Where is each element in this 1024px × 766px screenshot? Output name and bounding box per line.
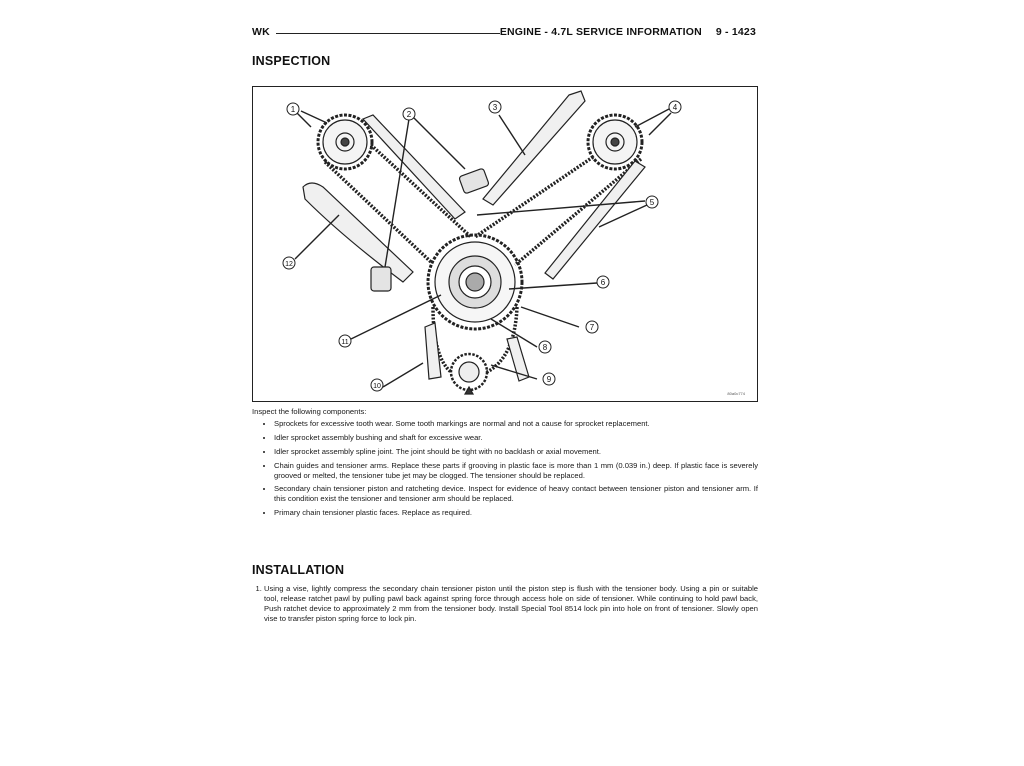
callout-8: 8 [542, 343, 548, 352]
callout-12: 12 [285, 261, 293, 268]
left-chain-guide [363, 115, 465, 219]
upper-secondary-tensioner [459, 168, 490, 194]
manual-page [252, 22, 758, 623]
figure-id: 80a0c774 [727, 391, 745, 396]
timing-chain-diagram [252, 86, 758, 402]
callout-9: 9 [546, 375, 552, 384]
inspection-item: • Sprockets for excessive tooth wear. Some tooth markings are normal and not a cause for sprocket replacement. [274, 419, 758, 429]
callout-6: 6 [600, 278, 606, 287]
inspection-text [252, 407, 758, 522]
inspection-intro: Inspect the following components: [252, 407, 367, 416]
header-right [486, 26, 756, 38]
callout-11: 11 [341, 339, 349, 346]
callout-5: 5 [649, 198, 655, 207]
installation-step: 1. Using a vise, lightly compress the secondary chain tensioner piston until the piston step is flush with the tensioner body. Using a pin or suitable tool, release ratchet pawl by pulling pawl back against spring force through access hole on side of tensioner. While continuing to hold pawl back, Push ratchet device to approximately 2 mm from the tensioner body. Install Special Tool 8514 lock pin into hole on front of tensioner. Slowly open vise to transfer piston spring force to lock pin. [264, 584, 758, 624]
header-rule [276, 33, 500, 34]
callout-10: 10 [373, 383, 381, 390]
installation-text [252, 584, 758, 624]
primary-tensioner-arm [507, 337, 529, 381]
callout-3: 3 [492, 103, 498, 112]
right-cam-chain [475, 157, 641, 265]
inspection-heading: INSPECTION [252, 54, 331, 68]
inspection-item: • Primary chain tensioner plastic faces. Replace as required. [274, 508, 758, 518]
right-cam-sprocket [588, 115, 642, 169]
timing-chain-illustration [253, 87, 757, 401]
header-section-title: ENGINE - 4.7L SERVICE INFORMATION [499, 26, 702, 38]
callout-4: 4 [672, 103, 678, 112]
inspection-item: • Idler sprocket assembly bushing and shaft for excessive wear. [274, 433, 758, 443]
installation-heading: INSTALLATION [252, 563, 345, 577]
callout-7: 7 [589, 323, 595, 332]
installation-steps [252, 584, 758, 624]
page-header [252, 22, 758, 38]
primary-guide [425, 323, 441, 379]
inspection-item: • Chain guides and tensioner arms. Replace these parts if grooving in plastic face is more than 1 mm (0.039 in.) deep. If plastic face is severely grooved or melted, the tensioner tube jet may be clogged. The tensioner should be replaced. [274, 461, 758, 481]
inspection-item: • Secondary chain tensioner piston and ratcheting device. Inspect for evidence of heavy contact between tensioner piston and tensioner arm. If this condition exist the tensioner and tensioner arm should be replaced. [274, 484, 758, 504]
header-page-number: 9 - 1423 [715, 26, 756, 38]
callout-1: 1 [290, 105, 296, 114]
lower-secondary-tensioner [371, 267, 391, 291]
crank-sprocket [451, 354, 487, 394]
callout-2: 2 [406, 110, 412, 119]
idler-sprocket [428, 235, 522, 329]
header-model-code: WK [252, 26, 270, 38]
inspection-item: • Idler sprocket assembly spline joint. The joint should be tight with no backlash or axial movement. [274, 447, 758, 457]
inspection-list [252, 419, 758, 518]
